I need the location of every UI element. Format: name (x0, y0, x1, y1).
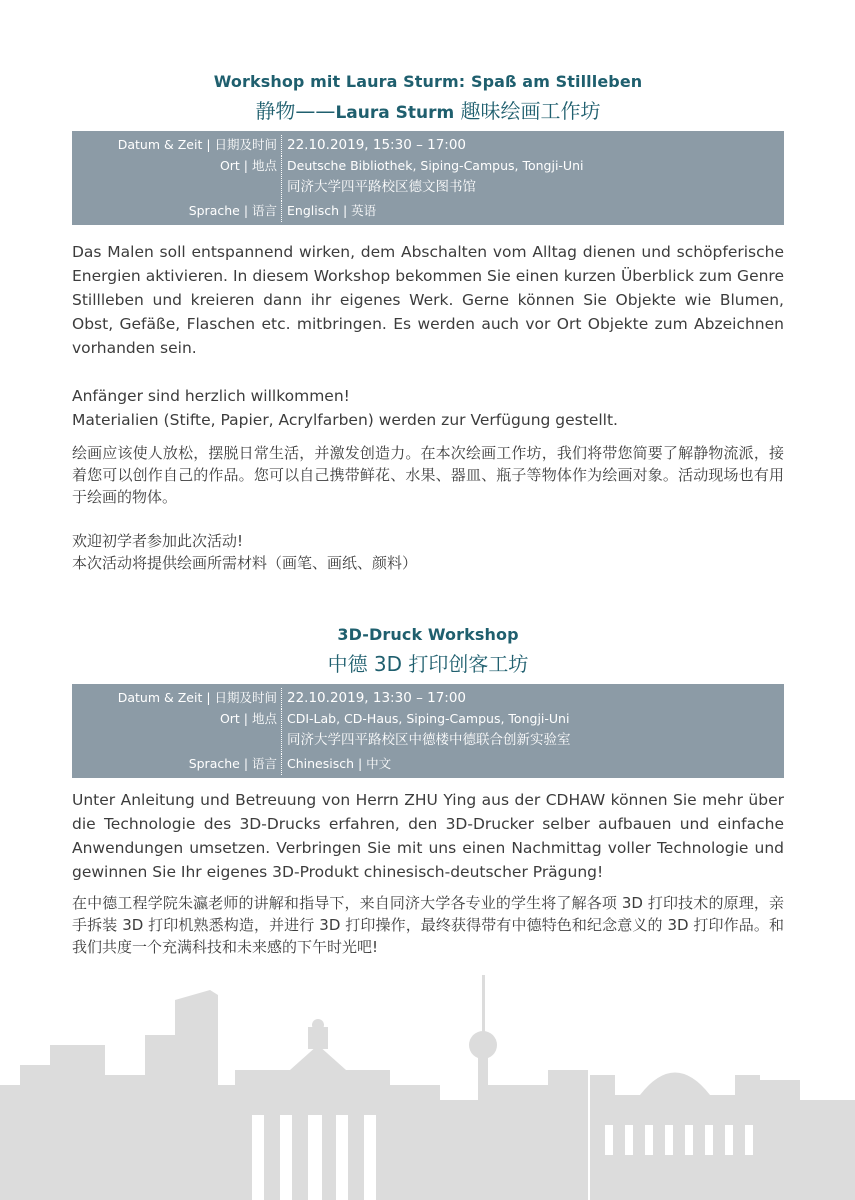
workshop-1-note-zh-1: 欢迎初学者参加此次活动! (72, 532, 244, 550)
info-row-place (72, 709, 784, 754)
workshop-2-paragraph-de: Unter Anleitung und Betreuung von Herrn ZHU Ying aus der CDHAW können Sie mehr über die Technologie des 3D-Drucks erfahren, den 3D-Drucker selber aufbauen und einfache Anwendungen umsetzen. Verbringen Sie mit uns einen Nachmittag voller Technologie und gewinnen Sie Ihr eigenes 3D-Produkt chinesisch-deutscher Prägung! (72, 791, 784, 881)
berlin-skyline-illustration (0, 975, 855, 1200)
workshop-1-title-zh-pre: 静物—— (255, 99, 336, 123)
datetime-label: Datum & Zeit | 日期及时间 (72, 135, 282, 156)
workshop-2-info-box (72, 684, 784, 778)
language-value: Chinesisch | 中文 (287, 756, 392, 771)
workshop-1-info-box (72, 131, 784, 225)
place-value-zh: 同济大学四平路校区中德楼中德联合创新实验室 (287, 732, 571, 748)
workshop-1-paragraph-zh: 绘画应该使人放松，摆脱日常生活，并激发创造力。在本次绘画工作坊，我们将带您简要了解静物流派，接着您可以创作自己的作品。您可以自己携带鲜花、水果、器皿、瓶子等物体作为绘画对象。活动现场也有用于绘画的物体。 (72, 444, 784, 506)
workshop-1-title-de: Workshop mit Laura Sturm: Spaß am Stillleben (213, 72, 643, 91)
place-value: CDI-Lab, CD-Haus, Siping-Campus, Tongji-Uni (287, 711, 570, 726)
language-label: Sprache | 语言 (72, 754, 282, 775)
workshop-1-title-zh-post: 趣味绘画工作坊 (454, 99, 601, 123)
workshop-2-section (72, 625, 784, 778)
info-row-datetime (72, 688, 784, 709)
place-label: Ort | 地点 (72, 156, 282, 201)
workshop-1-note-zh-2: 本次活动将提供绘画所需材料（画笔、画纸、颜料） (72, 554, 418, 572)
place-values (282, 156, 583, 198)
language-label: Sprache | 语言 (72, 201, 282, 222)
workshop-1-section (72, 72, 784, 225)
workshop-1-title-zh (72, 95, 784, 124)
datetime-label: Datum & Zeit | 日期及时间 (72, 688, 282, 709)
workshop-1-body (72, 240, 784, 574)
workshop-1-note-de-1: Anfänger sind herzlich willkommen! (72, 387, 350, 405)
place-value-zh: 同济大学四平路校区德文图书馆 (287, 179, 476, 195)
workshop-2-body (72, 788, 784, 958)
workshop-2-paragraph-zh: 在中德工程学院朱瀛老师的讲解和指导下，来自同济大学各专业的学生将了解各项 3D 打印技术的原理，亲手拆装 3D 打印机熟悉构造，并进行 3D 打印操作，最终获得带有中德特色和纪念意义的 3D 打印作品。和我们共度一个充满科技和未来感的下午时光吧! (72, 894, 784, 956)
place-value: Deutsche Bibliothek, Siping-Campus, Tongji-Uni (287, 158, 584, 173)
place-label: Ort | 地点 (72, 709, 282, 754)
workshop-2-title-de: 3D-Druck Workshop (337, 625, 519, 644)
workshop-1-note-de-2: Materialien (Stifte, Papier, Acrylfarben) werden zur Verfügung gestellt. (72, 411, 618, 429)
info-row-language (72, 754, 784, 775)
datetime-value: 22.10.2019, 13:30 – 17:00 (287, 690, 467, 706)
info-row-datetime (72, 135, 784, 156)
datetime-value: 22.10.2019, 15:30 – 17:00 (287, 137, 467, 153)
workshop-2-title-zh: 中德 3D 打印创客工坊 (327, 652, 529, 676)
info-row-language (72, 201, 784, 222)
workshop-1-paragraph-de: Das Malen soll entspannend wirken, dem Abschalten vom Alltag dienen und schöpferische Energien aktivieren. In diesem Workshop bekommen Sie einen kurzen Überblick zum Genre Stillleben und kreieren dann ihr eigenes Werk. Gerne können Sie Objekte wie Blumen, Obst, Gefäße, Flaschen etc. mitbringen. Es werden auch vor Ort Objekte zum Abzeichnen vorhanden sein. (72, 243, 784, 357)
language-value: Englisch | 英语 (287, 203, 377, 218)
info-row-place (72, 156, 784, 201)
place-values (282, 709, 571, 751)
workshop-1-title-zh-name: Laura Sturm (335, 103, 455, 123)
